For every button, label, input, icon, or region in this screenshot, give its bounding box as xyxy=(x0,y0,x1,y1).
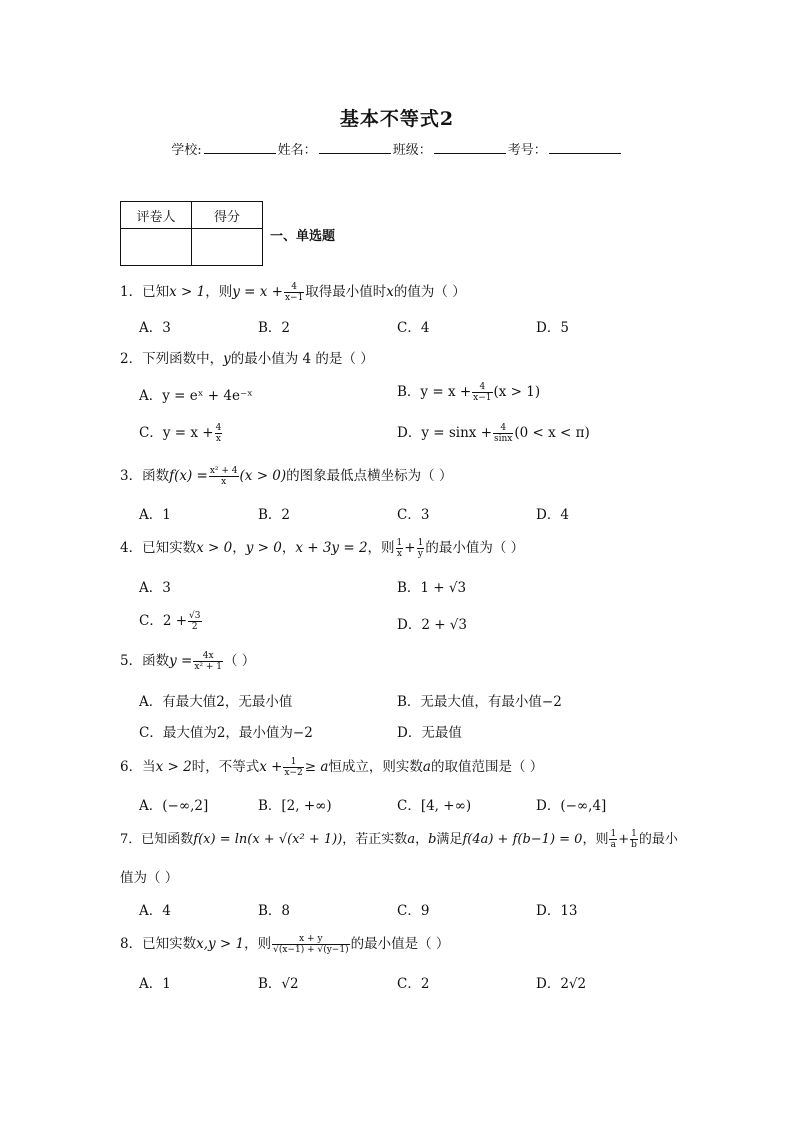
q6-variable: a xyxy=(422,759,431,775)
q4-condition: y > 0 xyxy=(245,540,282,556)
q2-d-numerator: 4 xyxy=(493,423,513,434)
q3-function: f(x) = xyxy=(169,468,208,484)
q3-numerator: x² + 4 xyxy=(209,466,238,476)
q4-option-a[interactable]: A．3 xyxy=(139,580,171,596)
q1-denominator: x−1 xyxy=(284,293,304,303)
q2-option-d[interactable] xyxy=(397,421,590,444)
q4-fraction-2 xyxy=(417,538,425,559)
q8-text: ，则 xyxy=(244,936,272,952)
q3-option-b[interactable]: B．2 xyxy=(258,507,291,523)
q3-option-a[interactable]: A．1 xyxy=(139,507,171,523)
score-cell[interactable] xyxy=(192,229,263,266)
q6-text: 时，不等式 xyxy=(191,759,260,775)
q7-text: ，则 xyxy=(582,832,609,847)
question-4-stem xyxy=(120,536,524,559)
q4-plus: + xyxy=(404,540,416,556)
q6-numerator: 1 xyxy=(283,757,303,768)
q3-text: 的图象最低点横坐标为（ ） xyxy=(286,468,453,484)
school-blank[interactable] xyxy=(204,141,276,154)
q5-text: （ ） xyxy=(224,653,256,669)
school-label: 学校: xyxy=(171,143,202,158)
q7-denominator: a xyxy=(610,840,617,850)
q4-condition: x + 3y = 2 xyxy=(295,540,368,556)
q1-option-a[interactable]: A．3 xyxy=(139,320,171,336)
q2-option-c[interactable] xyxy=(139,421,223,444)
q4-fraction-1 xyxy=(396,538,404,559)
q5-denominator: x² + 1 xyxy=(194,662,223,672)
q7-option-b[interactable]: B．8 xyxy=(258,903,291,919)
q5-fraction xyxy=(193,651,223,672)
q7-text: 7．已知函数 xyxy=(120,832,194,847)
score-table xyxy=(120,201,263,266)
q2-c-fraction xyxy=(215,423,223,444)
name-label: 姓名： xyxy=(277,143,317,158)
q6-denominator: x−2 xyxy=(284,768,303,778)
q5-option-a[interactable]: A．有最大值2，无最小值 xyxy=(139,694,293,710)
q4-c-expression: C．2 + xyxy=(139,613,188,629)
q7-function: f(x) = ln(x + √(x² + 1)) xyxy=(193,832,343,847)
q4-option-c[interactable] xyxy=(139,609,203,632)
q7-denominator: b xyxy=(631,840,637,850)
q4-separator: ， xyxy=(232,540,246,556)
q8-fraction xyxy=(272,934,349,955)
q4-denominator: x xyxy=(396,549,402,559)
reviewer-cell[interactable] xyxy=(121,229,192,266)
q1-text: 1．已知 xyxy=(120,284,170,300)
q4-c-fraction xyxy=(188,611,201,632)
q1-condition: x > 1 xyxy=(169,284,206,300)
q7-option-d[interactable]: D．13 xyxy=(536,903,578,919)
id-label: 考号： xyxy=(507,143,547,158)
q2-option-a[interactable]: A．y = eˣ + 4e⁻ˣ xyxy=(139,388,253,404)
q5-function: y = xyxy=(169,653,193,669)
q6-option-a[interactable]: A．(−∞,2] xyxy=(139,798,209,814)
q8-option-d[interactable]: D．2√2 xyxy=(536,976,587,992)
q7-condition: f(4a) + f(b−1) = 0 xyxy=(462,832,583,847)
q8-option-c[interactable]: C．2 xyxy=(397,976,430,992)
q5-option-c[interactable]: C．最大值为2，最小值为−2 xyxy=(139,725,313,741)
question-3-stem xyxy=(120,464,452,487)
student-info-line xyxy=(0,139,794,158)
q4-option-b[interactable]: B．1 + √3 xyxy=(397,580,467,596)
reviewer-header: 评卷人 xyxy=(121,202,192,229)
q6-expression: x + xyxy=(259,759,283,775)
q3-condition: (x > 0) xyxy=(239,468,287,484)
q1-option-b[interactable]: B．2 xyxy=(258,320,291,336)
q2-d-condition: (0 < x < π) xyxy=(514,425,590,441)
q7-text: 满足 xyxy=(436,832,463,847)
class-label: 班级： xyxy=(392,143,432,158)
score-header: 得分 xyxy=(192,202,263,229)
q7-variable: b xyxy=(428,832,437,847)
q5-option-b[interactable]: B．无最大值，有最小值−2 xyxy=(397,694,562,710)
q2-variable: y xyxy=(223,351,231,367)
q2-c-expression: C．y = x + xyxy=(139,425,214,441)
q4-text: 4．已知实数 xyxy=(120,540,197,556)
q1-expression: y = x + xyxy=(232,284,283,300)
q8-option-b[interactable]: B．√2 xyxy=(258,976,299,992)
q2-b-numerator: 4 xyxy=(472,382,492,393)
q7-option-c[interactable]: C．9 xyxy=(397,903,430,919)
q1-option-d[interactable]: D．5 xyxy=(536,320,569,336)
q5-option-d[interactable]: D．无最值 xyxy=(397,725,462,741)
q1-fraction xyxy=(284,282,304,303)
q2-c-numerator: 4 xyxy=(215,423,222,433)
q1-numerator: 4 xyxy=(284,282,304,293)
q3-text: 3．函数 xyxy=(120,468,170,484)
q3-denominator: x xyxy=(221,477,227,487)
q2-b-expression: B．y = x + xyxy=(397,384,472,400)
q6-option-d[interactable]: D．(−∞,4] xyxy=(536,798,607,814)
q4-text: ，则 xyxy=(367,540,395,556)
question-6-stem xyxy=(120,755,543,778)
question-7-stem-cont: 值为（ ） xyxy=(120,870,179,886)
q1-text: ，则 xyxy=(205,284,233,300)
q2-d-denominator: sinx xyxy=(494,434,513,444)
q6-text: 的取值范围是（ ） xyxy=(430,759,544,775)
q7-plus: + xyxy=(618,832,630,847)
q4-separator: ， xyxy=(281,540,296,556)
q2-text: 2．下列函数中， xyxy=(120,351,224,367)
q7-text: ，若正实数 xyxy=(342,832,408,847)
q8-text: 8．已知实数 xyxy=(120,936,197,952)
id-blank[interactable] xyxy=(549,141,621,154)
q2-d-expression: D．y = sinx + xyxy=(397,425,493,441)
q5-text: 5．函数 xyxy=(120,653,170,669)
q2-b-condition: (x > 1) xyxy=(493,384,541,400)
question-8-stem xyxy=(120,932,449,955)
class-blank[interactable] xyxy=(434,141,506,154)
q3-fraction xyxy=(209,466,239,487)
section-heading: 一、单选题 xyxy=(270,229,336,244)
q7-text: 的最小 xyxy=(638,832,678,847)
page-title: 基本不等式2 xyxy=(339,108,455,130)
q6-relation: ≥ a xyxy=(304,759,329,775)
q7-numerator: 1 xyxy=(631,829,637,839)
q1-option-c[interactable]: C．4 xyxy=(397,320,430,336)
q4-text: 的最小值为（ ） xyxy=(425,540,525,556)
q7-variable: a xyxy=(407,832,416,847)
question-5-stem xyxy=(120,649,255,672)
q1-variable: x xyxy=(386,284,394,300)
q8-condition: x,y > 1 xyxy=(196,936,245,952)
q2-b-fraction xyxy=(472,382,492,403)
q2-c-denominator: x xyxy=(215,434,221,444)
q6-condition: x > 2 xyxy=(155,759,192,775)
q8-text: 的最小值是（ ） xyxy=(350,936,450,952)
question-2-stem xyxy=(120,347,374,367)
q2-text: 的最小值为 4 的是（ ） xyxy=(230,351,374,367)
q4-condition: x > 0 xyxy=(196,540,233,556)
q2-d-fraction xyxy=(493,423,513,444)
q7-fraction-1 xyxy=(609,829,617,850)
q4-option-d[interactable]: D．2 + √3 xyxy=(397,617,467,633)
question-1-stem xyxy=(120,280,466,303)
name-blank[interactable] xyxy=(319,141,391,154)
question-7-stem xyxy=(120,828,678,850)
q3-option-c[interactable]: C．3 xyxy=(397,507,430,523)
q7-option-a[interactable]: A．4 xyxy=(139,903,171,919)
q1-text: 的值为（ ） xyxy=(393,284,466,300)
q5-numerator: 4x xyxy=(193,651,223,662)
q2-option-b[interactable] xyxy=(397,380,540,403)
q3-option-d[interactable]: D．4 xyxy=(536,507,569,523)
q6-option-b[interactable]: B．[2, +∞) xyxy=(258,798,332,814)
q4-numerator: 1 xyxy=(417,538,424,548)
q6-fraction xyxy=(283,757,303,778)
q7-fraction-2 xyxy=(630,829,638,850)
q8-option-a[interactable]: A．1 xyxy=(139,976,171,992)
q8-denominator: √(x−1) + √(y−1) xyxy=(273,945,349,955)
q4-denominator: y xyxy=(417,549,423,559)
q6-text: 6．当 xyxy=(120,759,156,775)
q1-text: 取得最小值时 xyxy=(305,284,387,300)
q8-numerator: x + y xyxy=(272,934,349,945)
q7-numerator: 1 xyxy=(610,829,617,839)
q4-numerator: 1 xyxy=(396,538,403,548)
q6-option-c[interactable]: C．[4, +∞) xyxy=(397,798,472,814)
q4-c-numerator: √3 xyxy=(189,611,201,621)
q2-b-denominator: x−1 xyxy=(473,393,492,403)
q4-c-denominator: 2 xyxy=(191,622,198,632)
q6-text: 恒成立，则实数 xyxy=(328,759,423,775)
q7-separator: ， xyxy=(415,832,429,847)
